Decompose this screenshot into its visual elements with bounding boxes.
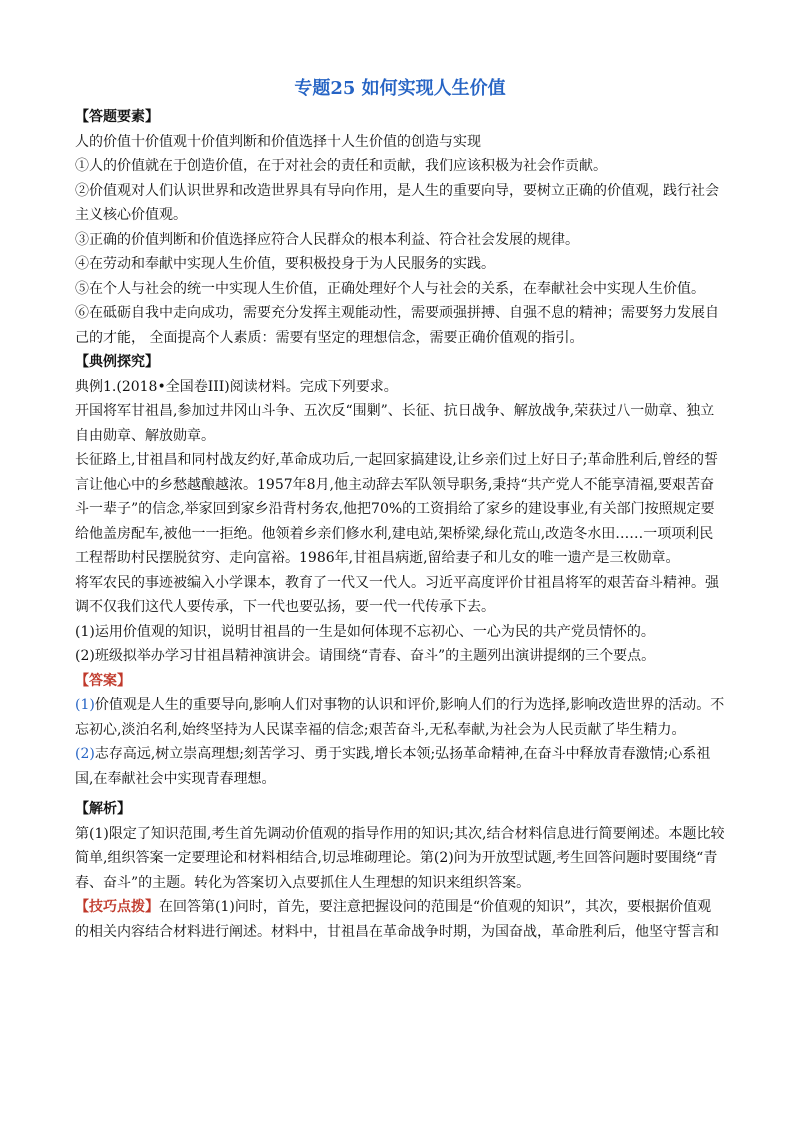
analysis-text: 第(1)限定了知识范围,考生首先调动价值观的指导作用的知识;其次,结合材料信息进行简要阐述。本题比较简单,组织答案一定要理论和材料相结合,切忌堆砌理论。第(2)问为开放型试题,考生回答问题时要围绕“青春、奋斗”的主题。转化为答案切入点要抓住人生理想的知识来组织答案。 (75, 825, 725, 891)
document-page (75, 60, 725, 944)
skill-label: 【技巧点拨】 (75, 899, 159, 916)
answer-elements-heading: 【答题要素】 (75, 109, 159, 126)
skill-text: 在回答第(1)问时，首先，要注意把握设问的范围是“价值观的知识”，其次，要根据价值观的相关内容结合材料进行阐述。材料中，甘祖昌在革命战争时期，为国奋战，革命胜利后，他坚守誓言和 (75, 899, 719, 940)
example-paragraph: 开国将军甘祖昌,参加过井冈山斗争、五次反“围剿”、长征、抗日战争、解放战争,荣获过八一勋章、独立自由勋章、解放勋章。 (75, 403, 715, 444)
answer-body (75, 693, 725, 791)
answer-text: 志存高远,树立崇高理想;刻苦学习、勇于实践,增长本领;弘扬革命精神,在奋斗中释放青春激情;心系祖国,在奉献社会中实现青春理想。 (75, 746, 711, 787)
element-item: ③正确的价值判断和价值选择应符合人民群众的根本利益、符合社会发展的规律。 (75, 231, 579, 248)
element-item: ①人的价值就在于创造价值，在于对社会的责任和贡献，我们应该积极为社会作贡献。 (75, 158, 607, 175)
element-item: 人的价值十价值观十价值判断和价值选择十人生价值的创造与实现 (75, 133, 481, 150)
examples-heading: 【典例探究】 (75, 354, 159, 371)
element-item: ②价值观对人们认识世界和改造世界具有导向作用，是人生的重要向导，要树立正确的价值观，践行社会主义核心价值观。 (75, 182, 719, 224)
question-item: (1)运用价值观的知识，说明甘祖昌的一生是如何体现不忘初心、一心为民的共产党员情怀的。 (75, 623, 655, 640)
answer-number: (2) (75, 746, 95, 763)
example-paragraph: 长征路上,甘祖昌和同村战友约好,革命成功后,一起回家搞建设,让乡亲们过上好日子;革命胜利后,曾经的誓言让他心中的乡愁越酿越浓。1957年8月,他主动辞去军队领导职务,秉持“共产党人不能享清福,要艰苦奋斗一辈子”的信念,举家回到家乡沿背村务农,他把70%的工资捐给了家乡的建设事业,有关部门按照规定要给他盖房配车,被他一一拒绝。他领着乡亲们修水利,建电站,架桥梁,绿化荒山,改造冬水田……一项项利民工程帮助村民摆脱贫穷、走向富裕。1986年,甘祖昌病逝,留给妻子和儿女的唯一遗产是三枚勋章。 (75, 452, 718, 567)
element-item: ⑤在个人与社会的统一中实现人生价值，正确处理好个人与社会的关系，在奉献社会中实现人生价值。 (75, 280, 705, 297)
element-item: ⑥在砥砺自我中走向成功，需要充分发挥主观能动性，需要顽强拼搏、自强不息的精神；需要努力发展自己的才能， 全面提高个人素质：需要有坚定的理想信念，需要正确价值观的指引。 (75, 305, 719, 346)
example-paragraph: 将军农民的事迹被编入小学课本，教育了一代又一代人。习近平高度评价甘祖昌将军的艰苦奋斗精神。强调不仅我们这代人要传承，下一代也要弘扬，要一代一代传承下去。 (75, 574, 719, 616)
page-title: 专题25 如何实现人生价值 (294, 78, 506, 99)
answer-item (75, 742, 725, 791)
skill-paragraph (75, 895, 725, 944)
question-item: (2)班级拟举办学习甘祖昌精神演讲会。请围绕“青春、奋斗”的主题列出演讲提纲的三个要点。 (75, 648, 656, 665)
answer-item (75, 693, 725, 742)
element-item: ④在劳动和奉献中实现人生价值，要积极投身于为人民服务的实践。 (75, 256, 495, 273)
example-intro: 典例1.(2018•全国卷III)阅读材料。完成下列要求。 (75, 378, 398, 395)
answer-text: 价值观是人生的重要导向,影响人们对事物的认识和评价,影响人们的行为选择,影响改造世界的活动。不忘初心,淡泊名利,始终坚持为人民谋幸福的信念;艰苦奋斗,无私奉献,为社会为人民贡献了毕生精力。 (75, 697, 725, 738)
answer-heading: 【答案】 (75, 672, 131, 689)
answer-number: (1) (75, 697, 95, 714)
answer-elements-list (75, 130, 725, 351)
example-body (75, 375, 725, 669)
analysis-heading: 【解析】 (75, 801, 131, 818)
